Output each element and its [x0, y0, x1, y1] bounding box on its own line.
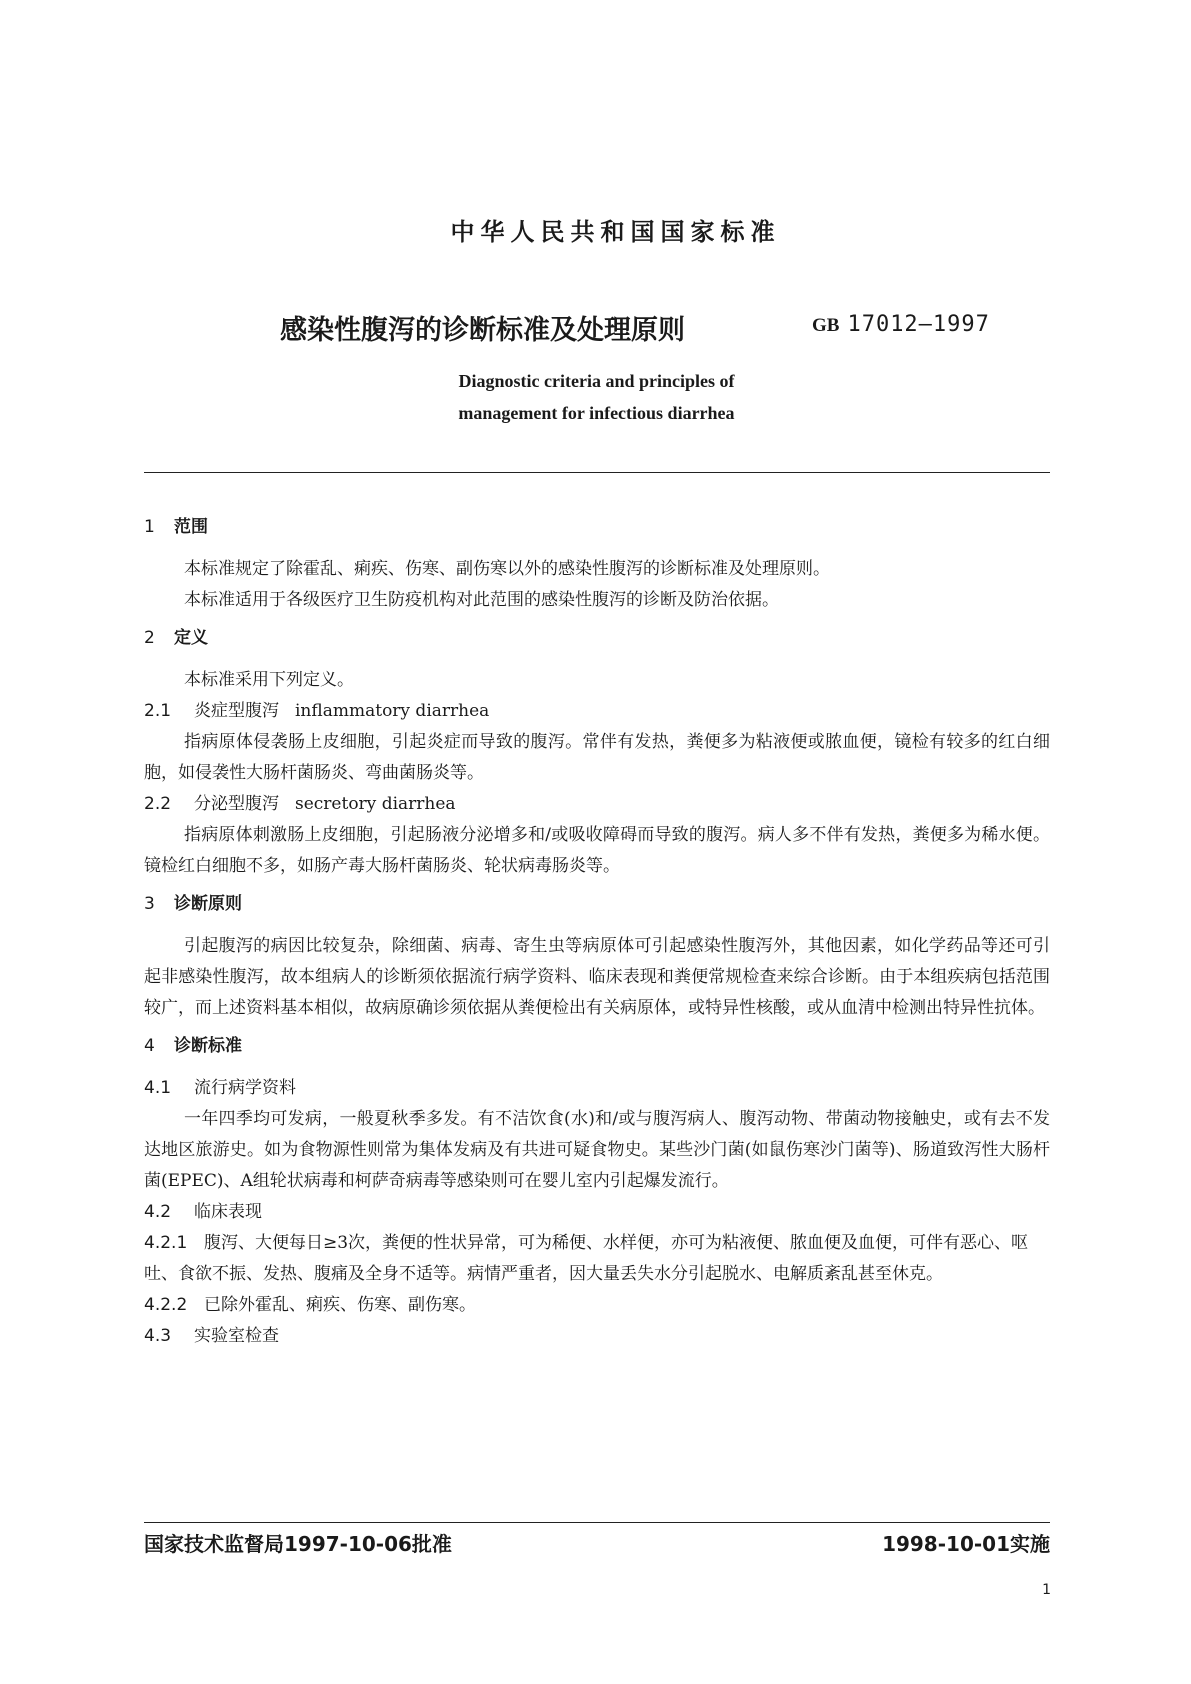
document-body	[144, 512, 1050, 1352]
paragraph: 本标准采用下列定义。	[184, 670, 354, 690]
english-title-line-2: management for infectious diarrhea	[458, 403, 735, 423]
paragraph: 引起腹泻的病因比较复杂，除细菌、病毒、寄生虫等病原体可引起感染性腹泻外，其他因素，如化学药品等还可引起非感染性腹泻，故本组病人的诊断须依据流行病学资料、临床表现和粪便常规检查来综合诊断。由于本组疾病包括范围较广，而上述资料基本相似，故病原确诊须依据从粪便检出有关病原体，或特异性核酸，或从血清中检测出特异性抗体。	[144, 936, 1050, 1018]
approval-date: 国家技术监督局1997-10-06批准	[144, 1532, 452, 1556]
standard-prefix: GB	[812, 315, 840, 336]
standard-code	[812, 312, 990, 337]
english-title-line-1: Diagnostic criteria and principles of	[458, 371, 735, 391]
section-heading: 3 诊断原则	[144, 894, 242, 914]
paragraph: 本标准规定了除霍乱、痢疾、伤寒、副伤寒以外的感染性腹泻的诊断标准及处理原则。	[184, 559, 830, 579]
paragraph: 4.2.2 已除外霍乱、痢疾、伤寒、副伤寒。	[144, 1295, 476, 1315]
page-number: 1	[1042, 1582, 1051, 1598]
paragraph: 指病原体刺激肠上皮细胞，引起肠液分泌增多和/或吸收障碍而导致的腹泻。病人多不伴有发热，粪便多为稀水便。镜检红白细胞不多，如肠产毒大肠杆菌肠炎、轮状病毒肠炎等。	[144, 825, 1050, 876]
paragraph: 指病原体侵袭肠上皮细胞，引起炎症而导致的腹泻。常伴有发热，粪便多为粘液便或脓血便，镜检有较多的红白细胞，如侵袭性大肠杆菌肠炎、弯曲菌肠炎等。	[144, 732, 1050, 783]
definition-heading: 2.2 分泌型腹泻 secretory diarrhea	[144, 794, 456, 814]
definition-heading: 2.1 炎症型腹泻 inflammatory diarrhea	[144, 701, 490, 721]
implementation-date: 1998-10-01实施	[882, 1532, 1050, 1556]
subsection-heading: 4.1 流行病学资料	[144, 1078, 296, 1098]
paragraph: 本标准适用于各级医疗卫生防疫机构对此范围的感染性腹泻的诊断及防治依据。	[184, 590, 779, 610]
document-title: 感染性腹泻的诊断标准及处理原则	[280, 315, 685, 346]
standard-number: 17012—1997	[847, 312, 990, 337]
paragraph: 4.2.1 腹泻、大便每日≥3次，粪便的性状异常，可为稀便、水样便，亦可为粘液便、脓血便及血便，可伴有恶心、呕吐、食欲不振、发热、腹痛及全身不适等。病情严重者，因大量丢失水分引起脱水、电解质紊乱甚至休克。	[144, 1233, 1029, 1284]
national-standard-heading: 中华人民共和国国家标准	[450, 218, 781, 246]
section-heading: 1 范围	[144, 517, 208, 537]
paragraph: 一年四季均可发病，一般夏秋季多发。有不洁饮食(水)和/或与腹泻病人、腹泻动物、带菌动物接触史，或有去不发达地区旅游史。如为食物源性则常为集体发病及有共进可疑食物史。某些沙门菌(如鼠伤寒沙门菌等)、肠道致泻性大肠杆菌(EPEC)、A组轮状病毒和柯萨奇病毒等感染则可在婴儿室内引起爆发流行。	[144, 1109, 1050, 1191]
subsection-heading: 4.3 实验室检查	[144, 1326, 279, 1346]
section-heading: 4 诊断标准	[144, 1036, 242, 1056]
header-divider	[144, 472, 1050, 473]
english-title	[0, 365, 1191, 429]
subsection-heading: 4.2 临床表现	[144, 1202, 262, 1222]
section-heading: 2 定义	[144, 628, 208, 648]
footer-divider	[144, 1522, 1050, 1523]
